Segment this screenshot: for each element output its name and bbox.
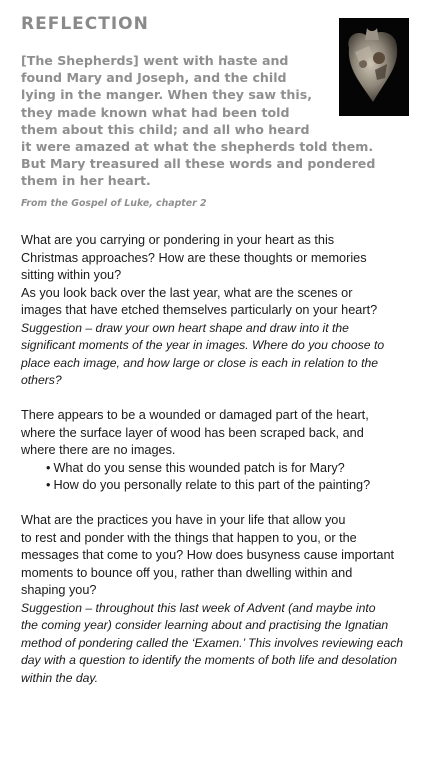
paragraph-gap bbox=[21, 495, 406, 513]
scripture-line: lying in the manger. When they saw this, bbox=[21, 87, 312, 103]
suggestion-line: significant moments of the year in images. Where do you choose to bbox=[21, 338, 385, 352]
scripture-line: found Mary and Joseph, and the child bbox=[21, 70, 287, 86]
scripture-line: But Mary treasured all these words and pondered bbox=[21, 156, 376, 172]
scripture-source: From the Gospel of Luke, chapter 2 bbox=[21, 198, 207, 209]
scripture-line: they made known what had been told bbox=[21, 104, 290, 120]
suggestion-line: the coming year) consider learning about and practising the Ignatian bbox=[21, 618, 389, 632]
reflection-questions bbox=[21, 232, 406, 687]
suggestion-line: within the day. bbox=[21, 670, 99, 685]
body-line: where there are no images. bbox=[21, 443, 176, 457]
body-line: where the surface layer of wood has been scraped back, and bbox=[21, 425, 364, 440]
body-line: As you look back over the last year, what are the scenes or bbox=[21, 285, 353, 300]
body-line: messages that come to you? How does busyness cause important bbox=[21, 548, 395, 562]
body-line: images that have etched themselves particularly on your heart? bbox=[21, 303, 378, 317]
body-line: Christmas approaches? How are these thoughts or memories bbox=[21, 250, 367, 265]
suggestion-line: Suggestion – draw your own heart shape and draw into it the bbox=[21, 320, 349, 335]
body-line: to rest and ponder with the things that happen to you, or the bbox=[21, 530, 357, 545]
body-line: There appears to be a wounded or damaged part of the heart, bbox=[21, 408, 369, 422]
heart-painting-icon bbox=[339, 18, 409, 116]
body-line: moments to bounce off you, rather than dwelling within and bbox=[21, 565, 353, 580]
scripture-line: them about this child; and all who heard bbox=[21, 121, 310, 137]
body-line: shaping you? bbox=[21, 583, 97, 597]
scripture-line: [The Shepherds] went with haste and bbox=[21, 53, 289, 68]
section-heading: REFLECTION bbox=[21, 14, 149, 34]
suggestion-line: place each image, and how large or close is each in relation to the bbox=[21, 355, 379, 370]
suggestion-line: Suggestion – throughout this last week of Advent (and maybe into bbox=[21, 600, 376, 615]
body-line: sitting within you? bbox=[21, 268, 122, 282]
scripture-line: it were amazed at what the shepherds told them. bbox=[21, 139, 374, 155]
body-line: What are you carrying or pondering in your heart as this bbox=[21, 233, 335, 247]
bullet-item: • What do you sense this wounded patch is for Mary? bbox=[21, 460, 406, 478]
paragraph-gap bbox=[21, 390, 406, 408]
scripture-line: them in her heart. bbox=[21, 173, 151, 189]
body-line: What are the practices you have in your life that allow you bbox=[21, 513, 346, 527]
carved-heart-image bbox=[339, 18, 409, 116]
suggestion-line: method of pondering called the ‘Examen.’ This involves reviewing each bbox=[21, 635, 404, 650]
suggestion-line: others? bbox=[21, 373, 62, 387]
suggestion-line: day with a question to identify the moments of both life and desolation bbox=[21, 653, 398, 667]
bullet-item: • How do you personally relate to this part of the painting? bbox=[21, 477, 406, 495]
